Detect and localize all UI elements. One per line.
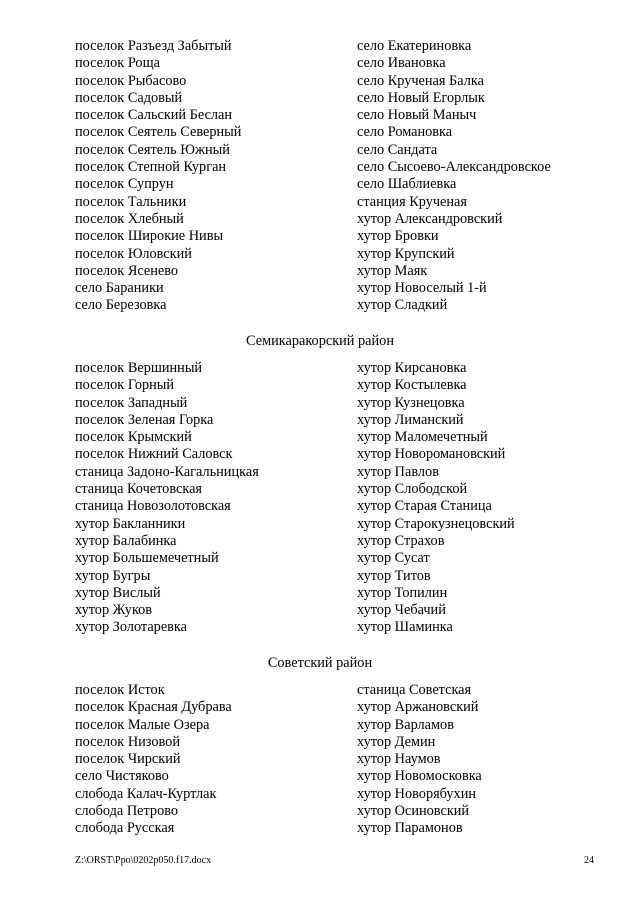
list-item: хутор Сладкий <box>357 297 448 314</box>
list-item: хутор Варламов <box>357 716 454 733</box>
list-item: хутор Парамонов <box>357 820 463 837</box>
list-item: поселок Нижний Саловск <box>75 446 233 463</box>
list-item: хутор Бровки <box>357 228 439 245</box>
list-item: хутор Аржановский <box>357 699 479 716</box>
list-item: хутор Павлов <box>357 463 439 480</box>
list-item: хутор Крупский <box>357 245 455 262</box>
list-item: поселок Чирский <box>75 751 181 768</box>
list-item: хутор Титов <box>357 567 431 584</box>
list-item: хутор Старокузнецовский <box>357 515 515 532</box>
list-item: поселок Зеленая Горка <box>75 411 214 428</box>
list-item: село Бараники <box>75 280 164 297</box>
list-item: поселок Вершинный <box>75 360 203 376</box>
list-item: станица Советская <box>357 682 472 698</box>
list-item: хутор Балабинка <box>75 532 177 549</box>
list-item: село Ивановка <box>357 55 446 72</box>
list-item: поселок Исток <box>75 682 165 698</box>
list-item: станица Новозолотовская <box>75 498 231 515</box>
list-item: хутор Шаминка <box>357 619 453 636</box>
list-item: село Романовка <box>357 124 453 141</box>
list-item: слобода Русская <box>75 820 175 837</box>
list-item: слобода Петрово <box>75 803 179 820</box>
list-item: поселок Сеятель Северный <box>75 124 242 141</box>
list-item: хутор Вислый <box>75 584 161 601</box>
list-item: хутор Старая Станица <box>357 498 492 515</box>
list-item: станица Кочетовская <box>75 481 202 498</box>
list-item: село Сысоево-Александровское <box>357 159 551 176</box>
list-item: поселок Разъезд Забытый <box>75 38 232 54</box>
list-item: хутор Новоромановский <box>357 446 506 463</box>
left-column <box>75 38 345 315</box>
list-item: хутор Новомосковка <box>357 768 482 785</box>
list-item: хутор Сусат <box>357 550 430 567</box>
list-item: поселок Супрун <box>75 176 174 193</box>
list-item: поселок Крымский <box>75 429 192 446</box>
list-item: поселок Широкие Нивы <box>75 228 224 245</box>
list-item: хутор Маяк <box>357 262 428 279</box>
list-item: село Шаблиевка <box>357 176 457 193</box>
list-item: хутор Топилин <box>357 584 448 601</box>
list-item: поселок Хлебный <box>75 210 184 227</box>
list-item: хутор Новорябухин <box>357 785 477 802</box>
left-column <box>75 360 345 637</box>
list-item: хутор Костылевка <box>357 377 467 394</box>
list-item: хутор Бугры <box>75 567 151 584</box>
list-item: село Березовка <box>75 297 167 314</box>
list-item: поселок Сеятель Южный <box>75 141 230 158</box>
list-item: поселок Рыбасово <box>75 72 187 89</box>
list-item: поселок Горный <box>75 377 175 394</box>
list-item: поселок Низовой <box>75 733 180 750</box>
left-column <box>75 682 345 838</box>
list-item: поселок Ясенево <box>75 262 179 279</box>
list-item: поселок Красная Дубрава <box>75 699 232 716</box>
list-item: хутор Лиманский <box>357 411 464 428</box>
list-item: хутор Кирсановка <box>357 360 467 376</box>
list-item: поселок Малые Озера <box>75 716 210 733</box>
right-column <box>357 682 627 838</box>
list-item: хутор Бакланники <box>75 515 186 532</box>
list-item: хутор Страхов <box>357 532 445 549</box>
section-heading-semikarakorsky: Семикаракорский район <box>246 333 394 349</box>
list-item: хутор Слободской <box>357 481 468 498</box>
list-item: село Екатериновка <box>357 38 472 54</box>
list-item: село Новый Егорлык <box>357 89 485 106</box>
list-item: хутор Золотаревка <box>75 619 187 636</box>
list-item: село Чистяково <box>75 768 169 785</box>
list-item: поселок Роща <box>75 55 160 72</box>
list-item: поселок Западный <box>75 394 188 411</box>
right-column <box>357 38 627 315</box>
list-item: село Сандата <box>357 141 438 158</box>
list-item: хутор Демин <box>357 733 436 750</box>
list-item: село Новый Маныч <box>357 107 477 124</box>
list-item: хутор Жуков <box>75 602 153 619</box>
list-item: хутор Чебачий <box>357 602 446 619</box>
list-item: поселок Тальники <box>75 193 187 210</box>
list-item: хутор Осиновский <box>357 803 470 820</box>
list-item: хутор Кузнецовка <box>357 394 465 411</box>
list-item: поселок Юловский <box>75 245 192 262</box>
list-item: село Крученая Балка <box>357 72 484 89</box>
section-heading-sovetsky: Советский район <box>267 655 373 671</box>
list-item: станция Крученая <box>357 193 467 210</box>
list-item: хутор Новоселый 1-й <box>357 280 487 297</box>
list-item: хутор Маломечетный <box>357 429 488 446</box>
page-number: 24 <box>584 855 594 866</box>
list-item: хутор Наумов <box>357 751 441 768</box>
list-item: поселок Степной Курган <box>75 159 227 176</box>
list-item: хутор Александровский <box>357 210 503 227</box>
right-column <box>357 360 627 637</box>
footer-file-path: Z:\ORST\Ppo\0202p050.f17.docx <box>75 855 212 866</box>
list-item: станица Задоно-Кагальницкая <box>75 463 259 480</box>
list-item: хутор Большемечетный <box>75 550 219 567</box>
list-item: поселок Сальский Беслан <box>75 107 233 124</box>
list-item: слобода Калач-Куртлак <box>75 785 217 802</box>
list-item: поселок Садовый <box>75 89 183 106</box>
